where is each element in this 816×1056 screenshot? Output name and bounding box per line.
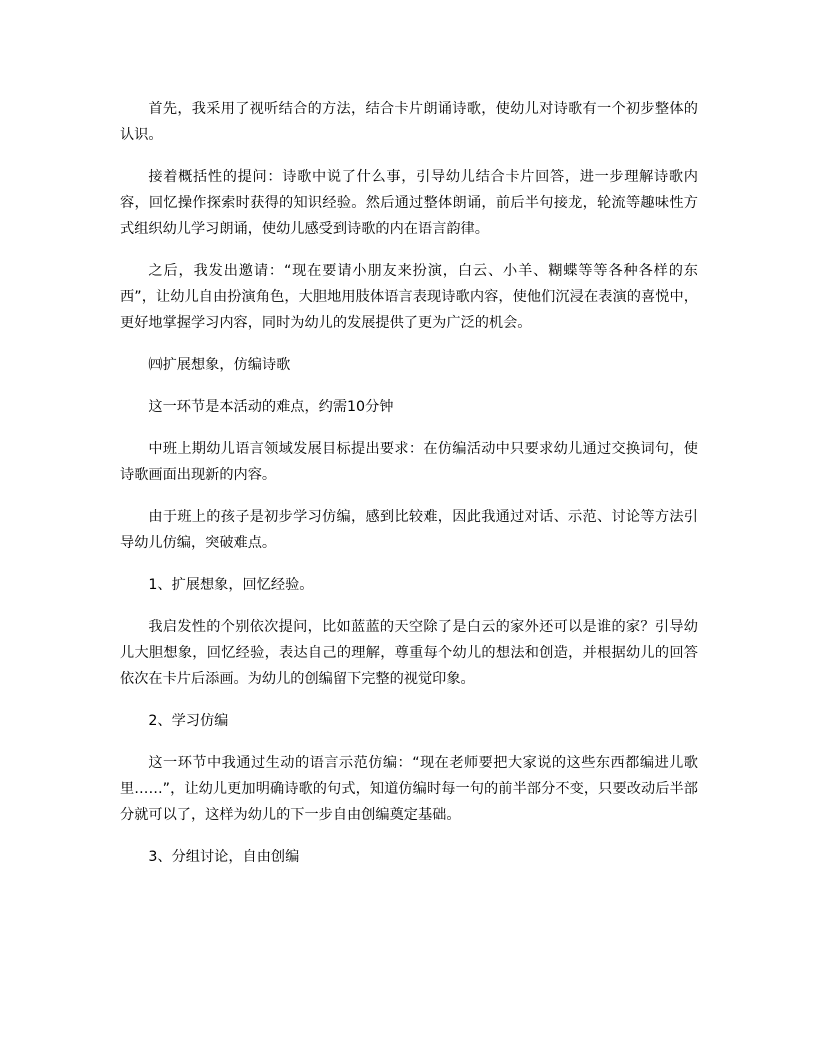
paragraph-role-play-invitation: 之后，我发出邀请：“现在要请小朋友来扮演，白云、小羊、糊蝶等等各种各样的东西”，让幼儿自由扮演角色，大胆地用肢体语言表现诗歌内容，使他们沉浸在表演的喜悦中，更好地掌握学习内容，同时为幼儿的发展提供了更为广泛的机会。 bbox=[120, 263, 698, 331]
paragraph-heuristic-questions: 我启发性的个别依次提问，比如蓝蓝的天空除了是白云的家外还可以是谁的家？引导幼儿大胆想象，回忆经验，表达自己的理解，尊重每个幼儿的想法和创造，并根据幼儿的回答依次在卡片后添画。为幼儿的创编留下完整的视觉印象。 bbox=[120, 619, 698, 687]
paragraph-development-goal: 中班上期幼儿语言领域发展目标提出要求：在仿编活动中只要求幼儿通过交换词句，使诗歌画面出现新的内容。 bbox=[120, 441, 698, 483]
paragraph-teaching-approach: 由于班上的孩子是初步学习仿编，感到比较难，因此我通过对话、示范、讨论等方法引导幼儿仿编，突破难点。 bbox=[120, 509, 698, 551]
document-body bbox=[120, 96, 698, 886]
subheading-step-1: 1、扩展想象，回忆经验。 bbox=[148, 577, 314, 593]
paragraph-difficulty-note: 这一环节是本活动的难点，约需10分钟 bbox=[148, 399, 394, 415]
section-heading-expand-imagination: ㈣扩展想象，仿编诗歌 bbox=[148, 357, 291, 373]
subheading-step-2: 2、学习仿编 bbox=[148, 713, 229, 729]
paragraph-audiovisual-method: 首先，我采用了视听结合的方法，结合卡片朗诵诗歌，使幼儿对诗歌有一个初步整体的认识。 bbox=[120, 101, 698, 143]
paragraph-generalizing-questions: 接着概括性的提问：诗歌中说了什么事，引导幼儿结合卡片回答，进一步理解诗歌内容，回忆操作探索时获得的知识经验。然后通过整体朗诵，前后半句接龙，轮流等趣味性方式组织幼儿学习朗诵，使幼儿感受到诗歌的内在语言韵律。 bbox=[120, 169, 698, 237]
paragraph-demonstration: 这一环节中我通过生动的语言示范仿编：“现在老师要把大家说的这些东西都编进儿歌里……”，让幼儿更加明确诗歌的句式，知道仿编时每一句的前半部分不变，只要改动后半部分就可以了，这样为幼儿的下一步自由创编奠定基础。 bbox=[120, 755, 698, 823]
subheading-step-3: 3、分组讨论，自由创编 bbox=[148, 849, 300, 865]
